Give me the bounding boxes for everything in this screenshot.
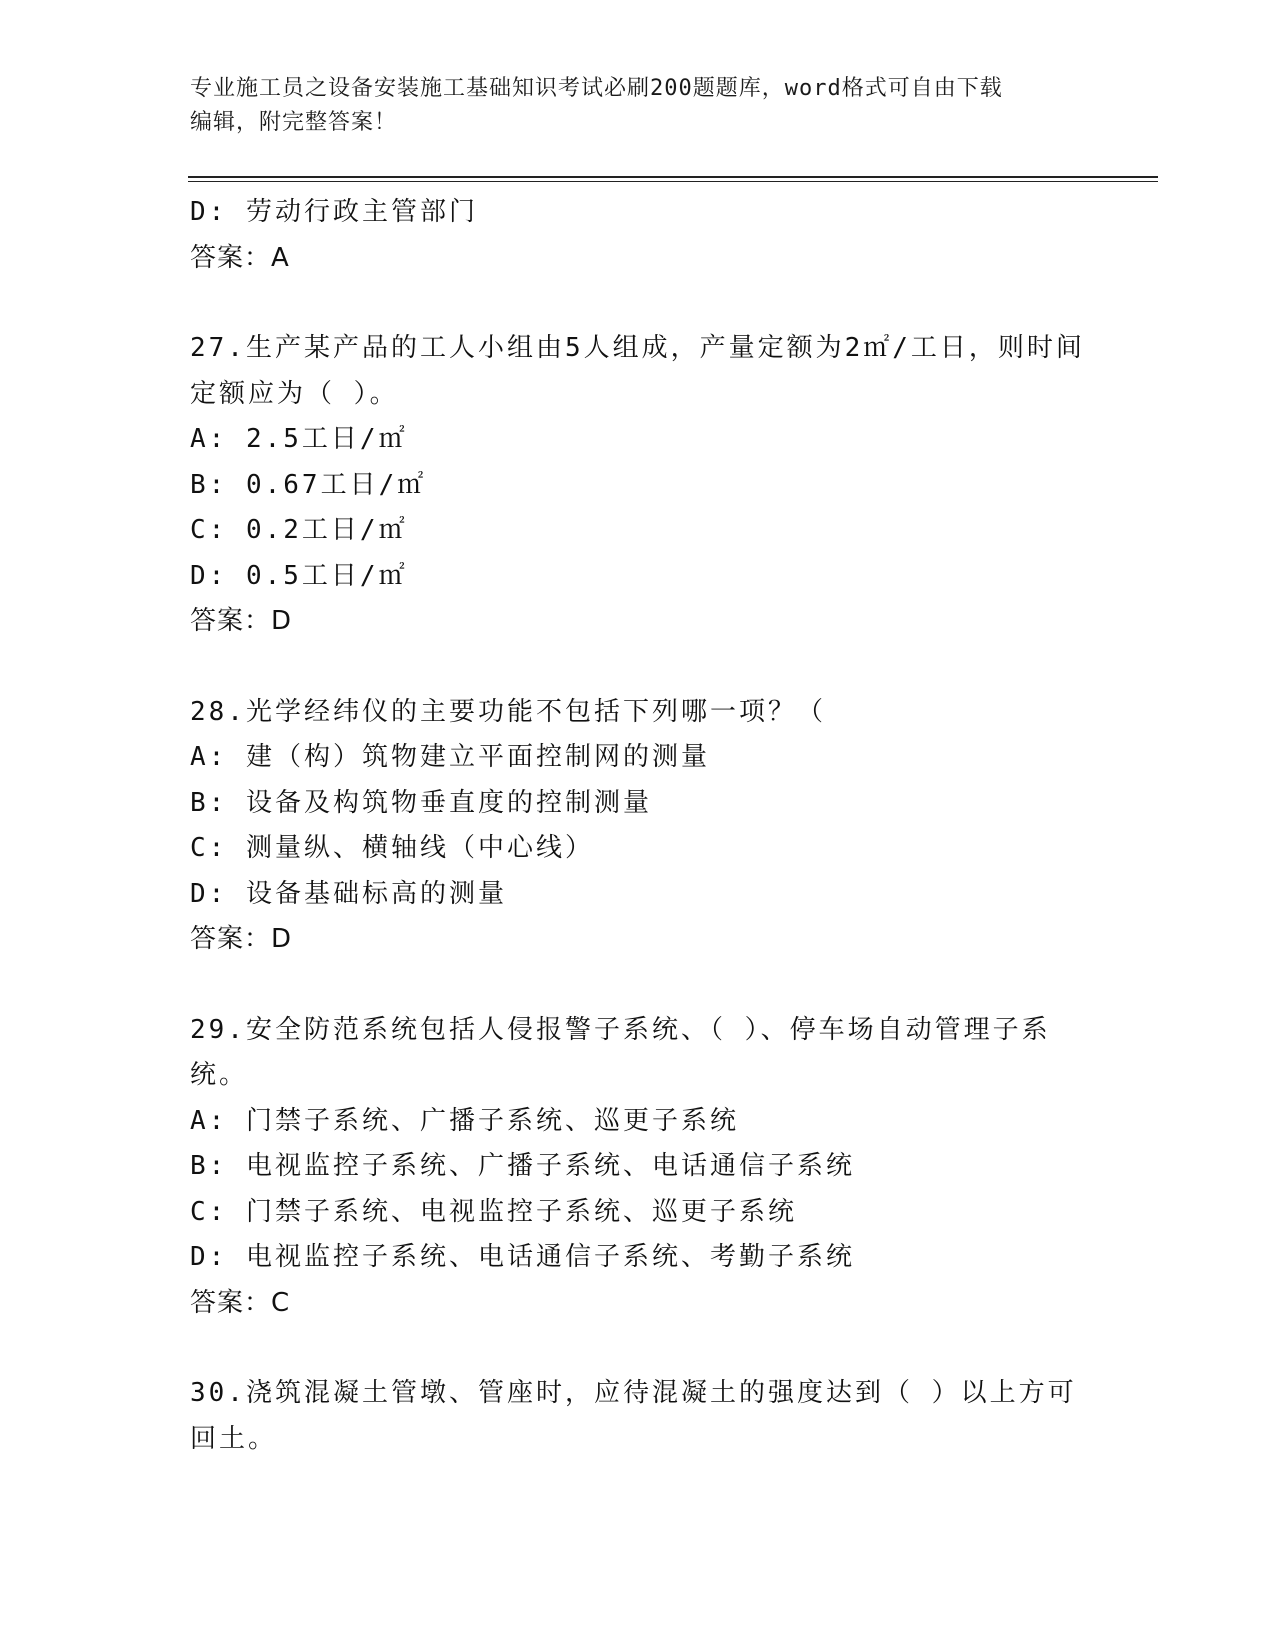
option-a: A: 2.5工日/㎡ (190, 424, 408, 454)
option-c: C: 门禁子系统、电视监控子系统、巡更子系统 (190, 1196, 797, 1227)
question-stem-continued: 统。 (190, 1060, 249, 1090)
question-stem-continued: 回土。 (190, 1423, 278, 1454)
question-27 (190, 326, 1090, 645)
document-header (190, 72, 1090, 140)
spacer (190, 963, 1090, 1008)
option-c: C: 0.2工日/㎡ (190, 515, 408, 545)
question-stem: 29.安全防范系统包括人侵报警子系统、（ ）、停车场自动管理子系 (190, 1014, 1051, 1045)
option-d: D: 设备基础标高的测量 (190, 878, 507, 909)
option-d: D: 0.5工日/㎡ (190, 560, 408, 591)
option-c: C: 测量纵、横轴线（中心线） (190, 833, 594, 863)
question-30 (190, 1371, 1090, 1462)
question-list (190, 190, 1090, 1462)
option-a: A: 建（构）筑物建立平面控制网的测量 (190, 742, 710, 772)
option-b: B: 电视监控子系统、广播子系统、电话通信子系统 (190, 1151, 855, 1181)
answer-line: 答案：C (190, 1287, 291, 1318)
option-d: D: 劳动行政主管部门 (190, 197, 478, 227)
header-title-line-2: 编辑，附完整答案！ (190, 110, 398, 135)
answer-line: 答案：D (190, 606, 293, 636)
question-stem: 28.光学经纬仪的主要功能不包括下列哪一项？（ (190, 696, 826, 727)
option-b: B: 0.67工日/㎡ (190, 469, 427, 500)
answer-line: 答案：A (190, 242, 290, 273)
spacer (190, 645, 1090, 690)
question-28 (190, 690, 1090, 963)
question-stem-continued: 定额应为（ ）。 (190, 378, 399, 409)
header-title-line-1: 专业施工员之设备安装施工基础知识考试必刷200题题库，word格式可自由下载 (190, 76, 1003, 101)
header-divider (188, 176, 1158, 178)
answer-line: 答案：D (190, 924, 293, 954)
question-stem: 30.浇筑混凝土管墩、管座时，应待混凝土的强度达到（ ）以上方可 (190, 1378, 1077, 1408)
spacer (190, 281, 1090, 326)
option-b: B: 设备及构筑物垂直度的控制测量 (190, 787, 652, 818)
option-a: A: 门禁子系统、广播子系统、巡更子系统 (190, 1105, 739, 1136)
spacer (190, 1326, 1090, 1371)
header-divider-thin (188, 181, 1158, 182)
question-stem: 27.生产某产品的工人小组由5人组成，产量定额为2㎡/工日，则时间 (190, 333, 1085, 363)
question-29 (190, 1008, 1090, 1327)
option-d: D: 电视监控子系统、电话通信子系统、考勤子系统 (190, 1242, 855, 1272)
question-26-tail (190, 190, 1090, 281)
